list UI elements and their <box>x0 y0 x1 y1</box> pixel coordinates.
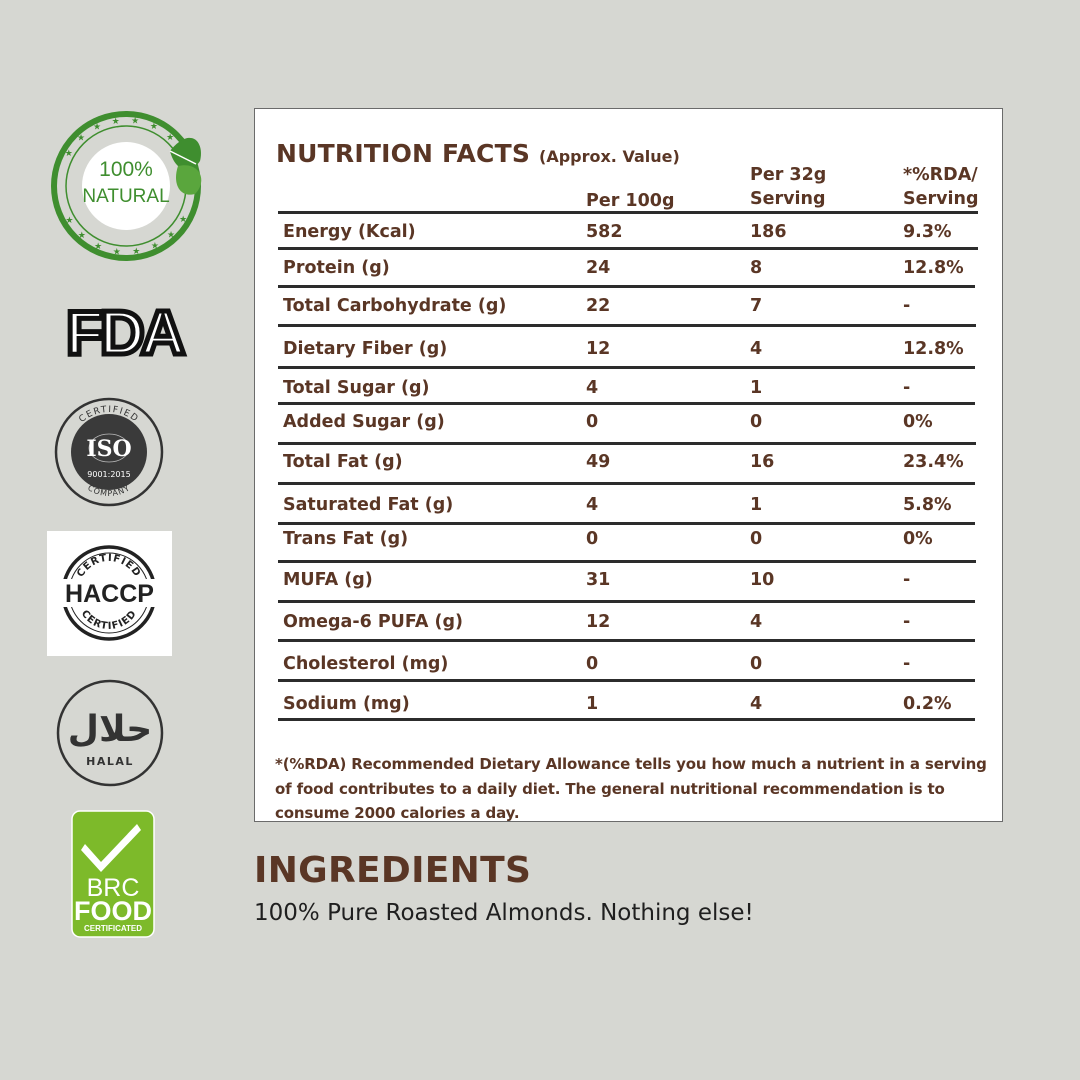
iso-bottom-text: COMPANY <box>86 483 132 499</box>
rda-value: 12.8% <box>903 258 964 278</box>
fda-badge <box>64 300 202 360</box>
per-serving-value: 10 <box>750 570 775 590</box>
nutrient-name: Total Fat (g) <box>283 452 403 472</box>
star-icon: ★ <box>76 133 86 144</box>
nutrient-name: Cholesterol (mg) <box>283 654 449 674</box>
table-row <box>255 524 1004 554</box>
star-icon: ★ <box>131 116 140 127</box>
table-row <box>255 490 1004 520</box>
rda-value: - <box>903 654 911 674</box>
per-100g-value: 12 <box>586 612 611 632</box>
per-serving-value: 1 <box>750 378 763 398</box>
rda-value: 5.8% <box>903 495 952 515</box>
natural-seal-icon <box>50 106 206 264</box>
rda-value: 0.2% <box>903 694 952 714</box>
nutrient-name: MUFA (g) <box>283 570 373 590</box>
per-100g-value: 1 <box>586 694 599 714</box>
col-header-per-100g: Per 100g <box>586 191 675 211</box>
per-100g-value: 0 <box>586 654 599 674</box>
row-divider <box>278 560 976 563</box>
brc-line2: FOOD <box>74 896 152 926</box>
nutrition-title: NUTRITION FACTS <box>276 139 531 168</box>
row-divider <box>278 600 975 603</box>
natural-line2: NATURAL <box>82 186 170 207</box>
iso-top-text: CERTIFIED <box>77 404 141 425</box>
iso-seal-icon <box>53 396 165 508</box>
nutrient-name: Dietary Fiber (g) <box>283 339 448 359</box>
brc-line1: BRC <box>86 874 140 902</box>
per-serving-value: 0 <box>750 654 763 674</box>
halal-label: HALAL <box>86 755 134 768</box>
fda-text: FDA <box>66 300 182 360</box>
fda-logo-icon <box>64 300 202 360</box>
row-divider <box>278 679 975 682</box>
star-icon: ★ <box>150 241 159 252</box>
per-100g-value: 24 <box>586 258 611 278</box>
row-divider <box>278 285 975 288</box>
nutrient-name: Protein (g) <box>283 258 390 278</box>
rda-value: - <box>903 378 911 398</box>
rda-value: 12.8% <box>903 339 964 359</box>
rda-value: 0% <box>903 412 933 432</box>
star-icon: ★ <box>94 241 103 252</box>
nutrient-name: Energy (Kcal) <box>283 222 416 242</box>
row-divider <box>278 324 976 327</box>
per-serving-value: 4 <box>750 612 763 632</box>
table-row <box>255 565 1004 595</box>
col-header-per-serving-line2: Serving <box>750 189 826 209</box>
star-icon: ★ <box>112 247 121 258</box>
per-100g-value: 31 <box>586 570 611 590</box>
table-row <box>255 649 1004 679</box>
nutrient-name: Sodium (mg) <box>283 694 410 714</box>
star-icon: ★ <box>166 230 176 241</box>
rda-value: 9.3% <box>903 222 952 242</box>
table-row <box>255 253 1004 283</box>
brc-logo-icon <box>71 810 155 938</box>
nutrient-name: Total Sugar (g) <box>283 378 430 398</box>
col-header-rda <box>903 163 979 211</box>
nutrient-name: Omega-6 PUFA (g) <box>283 612 463 632</box>
svg-text:CERTIFIED <box>75 553 143 579</box>
per-100g-value: 4 <box>586 378 599 398</box>
rda-footnote: *(%RDA) Recommended Dietary Allowance tells you how much a nutrient in a serving of food contributes to a daily diet. The general nutritional recommendation is to consume 2000 calories a day. <box>275 755 987 822</box>
col-header-per-serving <box>750 163 826 211</box>
rda-value: - <box>903 570 911 590</box>
star-icon: ★ <box>111 116 120 127</box>
rda-value: 23.4% <box>903 452 964 472</box>
per-serving-value: 7 <box>750 296 763 316</box>
iso-code-text: 9001:2015 <box>87 470 131 479</box>
table-row <box>255 373 1004 403</box>
haccp-badge <box>47 531 172 656</box>
iso-badge <box>53 396 165 508</box>
haccp-top-text: CERTIFIED <box>75 552 143 580</box>
row-divider <box>278 639 975 642</box>
col-header-rda-line1: *%RDA/ <box>903 165 978 185</box>
haccp-bottom-text: CERTIFIED <box>78 608 140 633</box>
brc-food-badge <box>71 810 155 938</box>
row-divider <box>278 247 978 250</box>
col-header-rda-line2: Serving <box>903 189 979 209</box>
row-divider <box>278 482 975 485</box>
table-row <box>255 334 1004 364</box>
halal-badge <box>55 679 165 787</box>
per-serving-value: 0 <box>750 529 763 549</box>
nutrient-name: Added Sugar (g) <box>283 412 445 432</box>
per-100g-value: 582 <box>586 222 623 242</box>
star-icon: ★ <box>166 132 175 143</box>
per-100g-value: 49 <box>586 452 611 472</box>
rda-value: - <box>903 612 911 632</box>
iso-center-text: ISO <box>86 436 132 462</box>
per-serving-value: 0 <box>750 412 763 432</box>
per-serving-value: 8 <box>750 258 763 278</box>
per-100g-value: 22 <box>586 296 611 316</box>
table-row <box>255 407 1004 437</box>
row-divider <box>278 211 978 214</box>
star-icon: ★ <box>149 122 158 133</box>
rda-value: - <box>903 296 911 316</box>
ingredients-title: INGREDIENTS <box>254 850 532 891</box>
svg-text:CERTIFIED <box>79 608 140 632</box>
natural-line1: 100% <box>99 158 153 181</box>
per-100g-value: 0 <box>586 412 599 432</box>
star-icon: ★ <box>179 215 188 225</box>
nutrition-subtitle: (Approx. Value) <box>539 147 680 166</box>
nutrition-facts-panel <box>254 108 1003 822</box>
per-serving-value: 186 <box>750 222 787 242</box>
row-divider <box>278 442 976 445</box>
nutrient-name: Saturated Fat (g) <box>283 495 454 515</box>
star-icon: ★ <box>65 215 74 226</box>
per-100g-value: 0 <box>586 529 599 549</box>
rda-value: 0% <box>903 529 933 549</box>
haccp-seal-icon <box>47 531 172 656</box>
star-icon: ★ <box>64 149 73 159</box>
per-100g-value: 4 <box>586 495 599 515</box>
star-icon: ★ <box>132 247 141 258</box>
ingredients-text: 100% Pure Roasted Almonds. Nothing else! <box>254 900 754 926</box>
table-row <box>255 447 1004 477</box>
star-icon: ★ <box>93 122 102 133</box>
star-icon: ★ <box>77 231 86 242</box>
row-divider <box>278 366 975 369</box>
per-100g-value: 12 <box>586 339 611 359</box>
per-serving-value: 16 <box>750 452 775 472</box>
table-row <box>255 689 1004 719</box>
haccp-center-text: HACCP <box>65 580 154 608</box>
brc-line3: CERTIFICATED <box>83 924 143 933</box>
halal-arabic-text: حلال <box>67 709 153 750</box>
col-header-per-serving-line1: Per 32g <box>750 165 827 185</box>
table-row <box>255 291 1004 321</box>
table-row <box>255 217 1004 247</box>
nutrient-name: Total Carbohydrate (g) <box>283 296 507 316</box>
table-row <box>255 607 1004 637</box>
halal-seal-icon <box>55 679 165 787</box>
nutrient-name: Trans Fat (g) <box>283 529 409 549</box>
natural-badge <box>50 106 206 264</box>
per-serving-value: 1 <box>750 495 763 515</box>
per-serving-value: 4 <box>750 694 763 714</box>
per-serving-value: 4 <box>750 339 763 359</box>
